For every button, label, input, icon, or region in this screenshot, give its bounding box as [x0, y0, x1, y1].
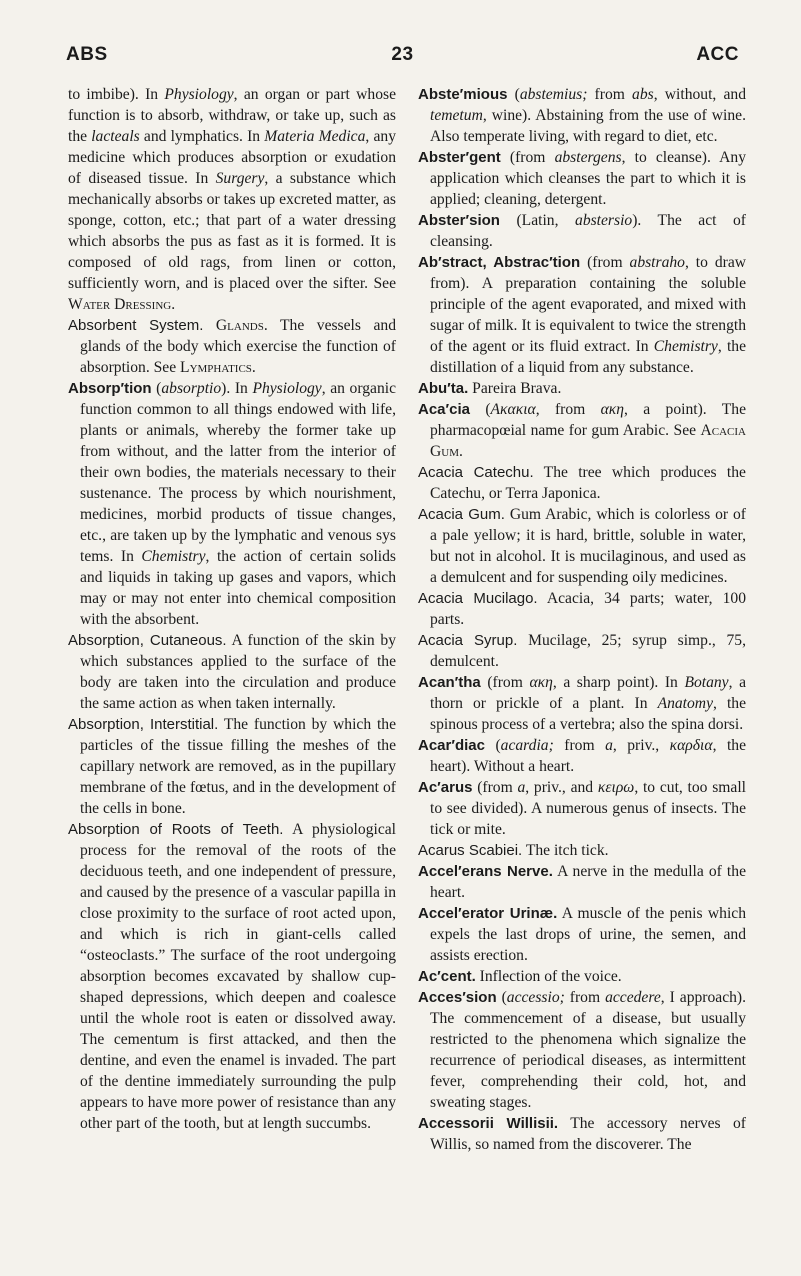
dictionary-entry	[418, 147, 746, 210]
entry-text: from	[564, 989, 606, 1006]
entry-text: , a thorn or prickle of a plant. In	[430, 674, 746, 712]
entry-text: (	[484, 737, 501, 754]
header-last-word: ACC	[696, 44, 739, 65]
headword: Acacia Mucilago.	[418, 590, 538, 607]
entry-continuation	[68, 84, 396, 315]
page-number: 23	[391, 44, 414, 65]
dictionary-entry	[418, 672, 746, 735]
italic-term: Anatomy	[657, 695, 713, 712]
dictionary-entry	[418, 378, 746, 399]
entry-text: The accessory nerves of Willis, so named from the discoverer. The	[430, 1115, 746, 1153]
italic-term: Ακακια	[490, 401, 536, 418]
dictionary-entry	[418, 399, 746, 462]
italic-term: ακη	[600, 401, 625, 418]
headword: Acacia Syrup.	[418, 632, 518, 649]
italic-term: abstergens	[554, 149, 622, 166]
entry-text: , to draw from). A preparation containing the soluble principle of the agent evaporated, and mixed with sugar of milk. It is equivalent to twice the strength of the agent or its fluid extract. In	[430, 254, 747, 355]
headword: Accel′erator Urinæ.	[418, 905, 558, 922]
entry-text: A function of the skin by which substances applied to the surface of the body are taken into the circulation and produce the same action as when taken internally.	[80, 632, 396, 712]
entry-text: , the heart). Without a heart.	[430, 737, 746, 775]
entry-text: , a point). The pharmacopœial name for gum Arabic. See	[430, 401, 746, 439]
entry-text: , from	[535, 401, 601, 418]
dictionary-entry	[418, 504, 746, 588]
headword: Acarus Scabiei.	[418, 842, 523, 859]
italic-term: ακη	[529, 674, 553, 691]
entry-text: , the action of certain solids and liquids in taking up gases and vapors, which may or may not enter into chemical composition with the absorbent.	[80, 548, 396, 628]
headword: Abster′sion	[418, 212, 500, 229]
dictionary-entry	[418, 987, 746, 1113]
headword: Absorption of Roots of Teeth.	[68, 821, 284, 838]
dictionary-entry	[418, 903, 746, 966]
cross-reference: Lymphatics	[180, 359, 252, 376]
entry-text: (from	[580, 254, 630, 271]
entry-text: The function by which the particles of the tissue filling the meshes of the capillary network are removed, as in the pupillary membrane of the fœtus, and in the development of the cells in bone.	[80, 716, 396, 817]
entry-text: , priv., and	[525, 779, 598, 796]
headword: Absorbent System.	[68, 317, 204, 334]
italic-term: abstersio	[575, 212, 633, 229]
entry-text: (	[151, 380, 162, 397]
headword: Absorption, Interstitial.	[68, 716, 219, 733]
entry-text: Gum Arabic, which is colorless or of a pale yellow; it is hard, brittle, soluble in water, but not in alcohol. It is mucilaginous, and used as a demulcent and for suspending oily medicines.	[430, 506, 746, 586]
italic-term: temetum	[430, 107, 483, 124]
entry-text: Pareira Brava.	[468, 380, 562, 397]
entry-text: ). The act of cleansing.	[430, 212, 747, 250]
entry-text: .	[251, 359, 256, 376]
italic-term: accedere	[605, 989, 661, 1006]
italic-term: Surgery	[215, 170, 265, 187]
dictionary-entry	[418, 84, 746, 147]
entry-text: (from	[500, 149, 555, 166]
entry-text: A muscle of the penis which expels the last drops of urine, the semen, and assists erection.	[430, 905, 746, 964]
entry-text: A nerve in the medulla of the heart.	[430, 863, 746, 901]
entry-text: from	[553, 737, 606, 754]
dictionary-entry	[418, 840, 746, 861]
entry-text: .	[171, 296, 176, 313]
entry-text: (from	[480, 674, 530, 691]
headword: Accessorii Willisii.	[418, 1115, 559, 1132]
italic-term: absorptio	[161, 380, 222, 397]
italic-term: lacteals	[91, 128, 140, 145]
entry-text: , the spinous process of a vertebra; also the spina dorsi.	[430, 695, 747, 733]
italic-term: abstraho	[629, 254, 685, 271]
entry-text: and lymphatics. In	[139, 128, 265, 145]
headword: Abste′mious	[418, 86, 508, 103]
headword: Ab′stract, Abstrac′tion	[418, 254, 581, 271]
entry-text: , priv.,	[612, 737, 670, 754]
dictionary-entry	[418, 462, 746, 504]
headword: Abster′gent	[418, 149, 501, 166]
entry-text: to imbibe). In	[68, 86, 165, 103]
entry-text: Acacia, 34 parts; water, 100 parts.	[430, 590, 747, 628]
entry-text: , a sharp point). In	[552, 674, 685, 691]
italic-term: Chemistry	[653, 338, 718, 355]
headword: Absorp′tion	[68, 380, 152, 397]
entry-text: .	[459, 443, 463, 460]
entry-text	[203, 317, 216, 334]
dictionary-entry	[418, 861, 746, 903]
dictionary-entry	[68, 378, 396, 630]
entry-text: ). In	[221, 380, 253, 397]
headword: Absorption, Cutaneous.	[68, 632, 227, 649]
entry-text: The itch tick.	[522, 842, 609, 859]
headword: Ac′arus	[418, 779, 473, 796]
italic-term: abstemius;	[519, 86, 588, 103]
entry-text: , without, and	[653, 86, 746, 103]
dictionary-entry	[418, 252, 746, 378]
italic-term: a	[517, 779, 526, 796]
dictionary-entry	[418, 1113, 746, 1155]
entry-text: , to cut, too small to see divided). A numerous genus of insects. The tick or mite.	[430, 779, 747, 838]
headword: Abu′ta.	[418, 380, 469, 397]
headword: Acar′diac	[418, 737, 485, 754]
left-column	[68, 84, 396, 1134]
dictionary-entry	[68, 714, 396, 819]
entry-text: (	[469, 401, 491, 418]
italic-term: Botany	[684, 674, 729, 691]
entry-text: , the distillation of a liquid from any substance.	[430, 338, 746, 376]
dictionary-entry	[418, 777, 746, 840]
cross-reference: Acacia Gum	[430, 422, 746, 460]
italic-term: καρδια	[669, 737, 713, 754]
entry-text: , an organic function common to all things endowed with life, plants or animals, whereby the former take up from without, and the latter from the interior of their own bodies, the materials necessary to their sustenance. The process by which nourishment, medicines, morbid products of tissue changes, etc., are taken up by the lymphatic and venous sys tems. In	[80, 380, 396, 565]
entry-text: , an organ or part whose function is to absorb, withdraw, or take up, such as the	[68, 86, 396, 145]
entry-text: Mucilage, 25; syrup simp., 75, demulcent.	[430, 632, 746, 670]
dictionary-entry	[418, 630, 746, 672]
entry-text: Inflection of the voice.	[475, 968, 622, 985]
italic-term: abs	[632, 86, 654, 103]
italic-term: Physiology	[164, 86, 234, 103]
headword: Acacia Gum.	[418, 506, 505, 523]
headword: Acan′tha	[418, 674, 481, 691]
entry-text: (from	[472, 779, 518, 796]
entry-text: (	[507, 86, 520, 103]
entry-text: (Latin,	[499, 212, 576, 229]
dictionary-entry	[418, 210, 746, 252]
header-first-word: ABS	[66, 44, 108, 65]
dictionary-entry	[68, 315, 396, 378]
running-header	[66, 44, 739, 70]
cross-reference: Glands	[215, 317, 264, 334]
right-column	[418, 84, 746, 1155]
italic-term: κειρω	[597, 779, 635, 796]
dictionary-entry	[418, 966, 746, 987]
italic-term: acardia;	[500, 737, 554, 754]
dictionary-entry	[418, 588, 746, 630]
entry-text: . The vessels and glands of the body which exercise the function of absorption. See	[80, 317, 396, 376]
headword: Acces′sion	[418, 989, 497, 1006]
dictionary-entry	[418, 735, 746, 777]
entry-text: from	[587, 86, 633, 103]
entry-text: (	[496, 989, 507, 1006]
headword: Accel′erans Nerve.	[418, 863, 553, 880]
entry-text: , I approach). The commencement of a disease, but usually restricted to the phenomena which signalize the recurrence of periodical diseases, as intermittent fever, comprehending their cold, hot, and sweating stages.	[430, 989, 747, 1111]
italic-term: a	[605, 737, 613, 754]
entry-text: , wine). Abstaining from the use of wine. Also temperate living, with regard to diet, etc.	[430, 107, 746, 145]
entry-text: A physiological process for the removal of the roots of the deciduous teeth, and one independent of pressure, and caused by the presence of a vascular papilla in close proximity to the surface of root acted upon, and which is rich in giant-cells called “osteoclasts.” The surface of the root undergoing absorption becomes excavated by shallow cup-shaped depressions, which deepen and coalesce until the whole root is eaten or dissolved away. The cementum is first attacked, and then the dentine, and even the enamel is invaded. The part of the dentine immediately surrounding the pulp appears to have more power of resistance than any other part of the tooth, but at length succumbs.	[80, 821, 396, 1132]
entry-text: , any medicine which produces absorption or exudation of diseased tissue. In	[68, 128, 396, 187]
headword: Aca′cia	[418, 401, 470, 418]
entry-text: , to cleanse). Any application which cleanses the part to which it is applied; cleaning, detergent.	[430, 149, 746, 208]
entry-text: , a substance which mechanically absorbs or takes up excreted matter, as sponge, cotton, etc.; that part of a water dressing which absorbs the pus as fast as it is formed. It is composed of old rags, from linen or cotton, sufficiently worn, and is placed over the sifter. See	[68, 170, 396, 292]
dictionary-entry	[68, 630, 396, 714]
headword: Ac′cent.	[418, 968, 476, 985]
entry-text: The tree which produces the Catechu, or Terra Japonica.	[430, 464, 746, 502]
italic-term: Physiology	[252, 380, 322, 397]
headword: Acacia Catechu.	[418, 464, 534, 481]
dictionary-entry	[68, 819, 396, 1134]
italic-term: Materia Medica	[264, 128, 366, 145]
cross-reference: Water Dressing	[68, 296, 172, 313]
italic-term: accessio;	[506, 989, 565, 1006]
italic-term: Chemistry	[141, 548, 206, 565]
